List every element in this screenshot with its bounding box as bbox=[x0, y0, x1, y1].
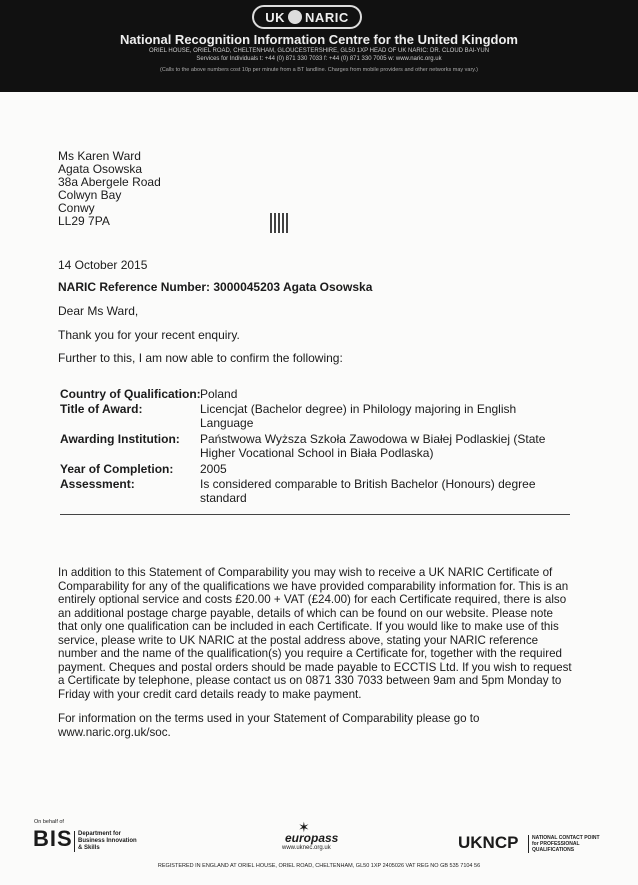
europass-url: www.uknec.org.uk bbox=[282, 845, 331, 851]
detail-value: Poland bbox=[200, 387, 238, 401]
recipient-line: 38a Abergele Road bbox=[58, 175, 161, 189]
organisation-address bbox=[40, 47, 598, 63]
address-line: ORIEL HOUSE, ORIEL ROAD, CHELTENHAM, GLOUCESTERSHIRE, GL50 1XP HEAD OF UK NARIC: DR. CLOUD BAI-YUN bbox=[148, 48, 490, 54]
services-line: Services for Individuals t: +44 (0) 871 330 7033 f: +44 (0) 871 330 7005 w: www.naric.org.uk bbox=[196, 56, 442, 62]
reference-number: NARIC Reference Number: 3000045203 Agata Osowska bbox=[58, 280, 373, 294]
on-behalf-label: On behalf of bbox=[34, 819, 64, 825]
letter-date: 14 October 2015 bbox=[58, 258, 148, 272]
salutation: Dear Ms Ward, bbox=[58, 304, 139, 318]
europass-logo: europass bbox=[285, 831, 339, 845]
ukncp-logo: UKNCP bbox=[458, 833, 519, 852]
ukncp-subtitle: NATIONAL CONTACT POINT for PROFESSIONAL QUALIFICATIONS bbox=[528, 835, 602, 853]
intro-line: Further to this, I am now able to confirm the following: bbox=[58, 351, 343, 365]
detail-value: 2005 bbox=[200, 462, 227, 476]
uk-naric-logo bbox=[252, 5, 362, 29]
recipient-line: Colwyn Bay bbox=[58, 188, 122, 202]
recipient-line: Ms Karen Ward bbox=[58, 149, 141, 163]
letterhead bbox=[0, 0, 638, 92]
recipient-line: Conwy bbox=[58, 201, 95, 215]
bis-logo: BIS bbox=[33, 826, 73, 851]
detail-value: Licencjat (Bachelor degree) in Philology majoring in English Language bbox=[200, 402, 517, 430]
bis-department: Department for Business Innovation & Skills bbox=[74, 831, 138, 852]
logo-text-naric: NARIC bbox=[305, 9, 349, 25]
logo-text-uk: UK bbox=[265, 9, 286, 25]
registration-line: REGISTERED IN ENGLAND AT ORIEL HOUSE, ORIEL ROAD, CHELTENHAM, GL50 1XP 2405026 VAT REG NO GB 535 7104 56 bbox=[157, 863, 481, 869]
certificate-paragraph: In addition to this Statement of Comparability you may wish to receive a UK NARIC Certificate of Comparability for any of the qualifications we have provided comparability information for. This is an entirely optional service and costs £20.00 + VAT (£24.00) for each Certificate required, there is also an additional postage charge payable, details of which can be found on our website. Please note that only one qualification can be included in each Certificate. If you would like to make use of this service, please write to UK NARIC at the postal address above, stating your NARIC reference number and the name of the qualification(s) you require a Certificate for, together with the required payment. Cheques and postal orders should be made payable to ECCTIS Ltd. If you wish to request a Certificate by telephone, please contact us on 0871 330 7033 between 9am and 5pm Monday to Friday with your credit card details ready to make payment. bbox=[58, 566, 572, 701]
footer bbox=[0, 815, 638, 885]
recipient-line: Agata Osowska bbox=[58, 162, 143, 176]
detail-value: Is considered comparable to British Bachelor (Honours) degree standard bbox=[200, 477, 536, 505]
detail-value: Państwowa Wyższa Szkoła Zawodowa w Białej Podlaskiej (State Higher Vocational School in Biała Podlaska) bbox=[200, 432, 546, 460]
qr-code bbox=[270, 213, 288, 233]
detail-label: Country of Qualification: bbox=[60, 387, 201, 401]
detail-label: Assessment: bbox=[60, 477, 135, 491]
thanks-line: Thank you for your recent enquiry. bbox=[58, 328, 240, 342]
detail-label: Title of Award: bbox=[60, 402, 143, 416]
detail-label: Year of Completion: bbox=[60, 462, 174, 476]
organisation-title: National Recognition Information Centre for the United Kingdom bbox=[120, 32, 518, 47]
divider bbox=[60, 514, 570, 515]
terms-paragraph: For information on the terms used in your Statement of Comparability please go to www.naric.org.uk/soc. bbox=[58, 712, 480, 739]
recipient-line: LL29 7PA bbox=[58, 214, 110, 228]
europass-star-icon: ✶ bbox=[298, 819, 310, 835]
detail-label: Awarding Institution: bbox=[60, 432, 180, 446]
calls-note: (Calls to the above numbers cost 10p per minute from a BT landline. Charges from mobile providers and other networks may vary.) bbox=[159, 67, 479, 73]
globe-icon bbox=[288, 10, 302, 24]
recipient-address bbox=[58, 150, 161, 228]
